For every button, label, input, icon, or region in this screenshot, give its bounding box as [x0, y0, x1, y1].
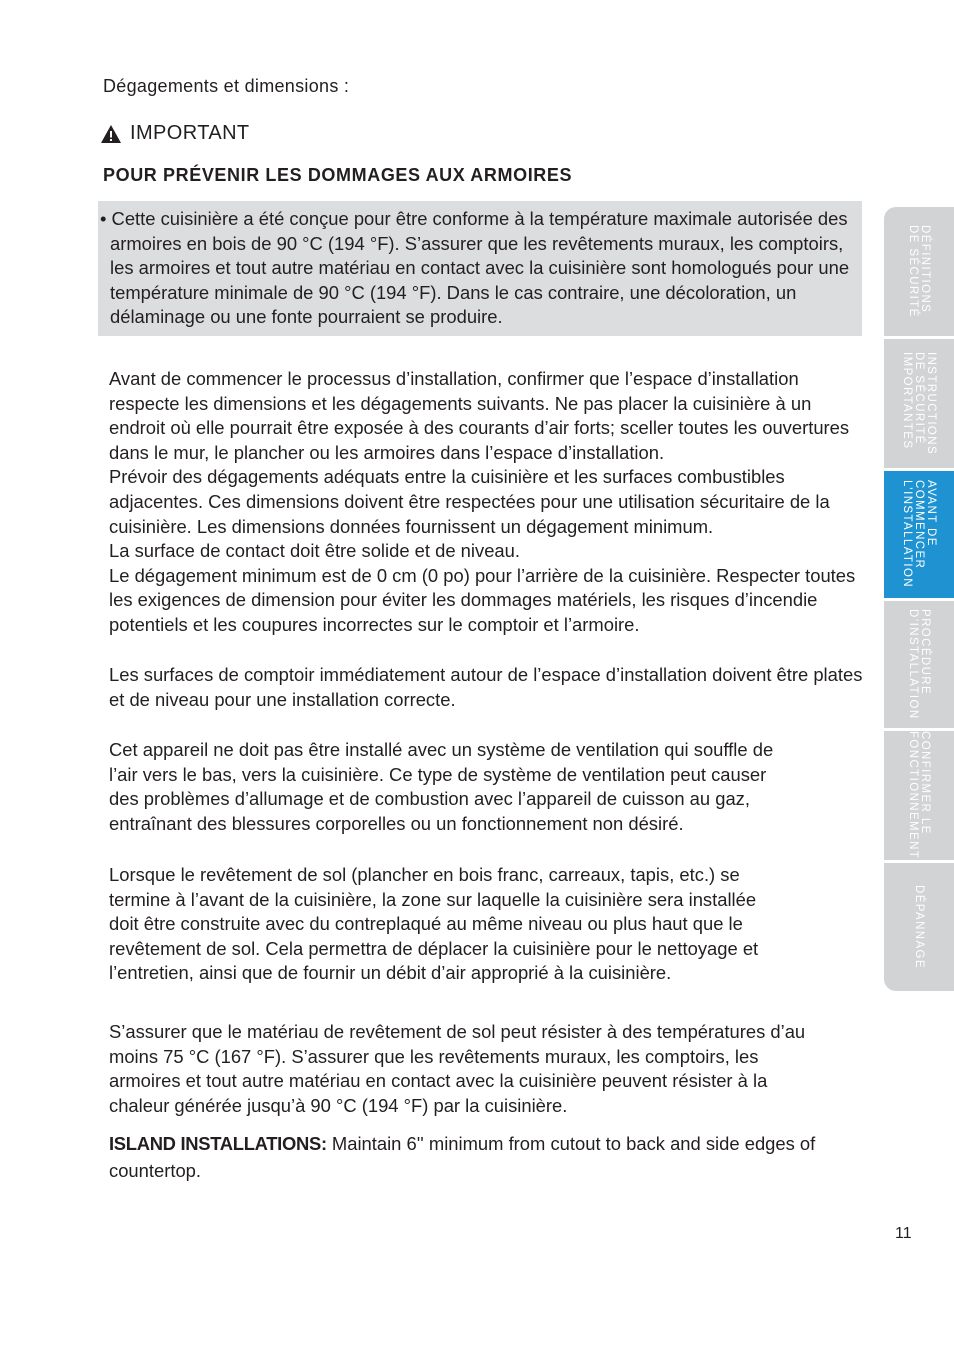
paragraph-text: Prévoir des dégagements adéquats entre la cuisinière et les surfaces combustibles adjacentes. Ces dimensions doivent être respectées pour une utilisation sécuritaire de la cuisinière. Les dimensions données fournissent un dégagement minimum.: [109, 466, 830, 537]
tab-label: DÉPANNAGE: [913, 885, 925, 969]
paragraph-text: Le dégagement minimum est de 0 cm (0 po) pour l’arrière de la cuisinière. Respecter toutes les exigences de dimension pour éviter les dommages matériels, les risques d’incendie potentiels et les coupures incorrectes sur le comptoir et l’armoire.: [109, 564, 856, 635]
tab-avant-installation[interactable]: [884, 471, 954, 598]
tab-definitions-securite[interactable]: [884, 207, 954, 336]
page-number: 11: [895, 1225, 912, 1242]
warning-icon: [100, 124, 122, 144]
tab-label: CONFIRMER LE FONCTIONNEMENT: [907, 731, 931, 860]
paragraph-text: Les surfaces de comptoir immédiatement autour de l’espace d’installation doivent être plates et de niveau pour une installation correcte.: [109, 664, 863, 710]
tab-procedure-installation[interactable]: [884, 601, 954, 728]
tab-label: PROCÉDURE D’INSTALLATION: [907, 609, 931, 720]
tab-label: AVANT DE COMMENCER L’INSTALLATION: [901, 480, 937, 589]
paragraph-text: Avant de commencer le processus d’installation, confirmer que l’espace d’installation respecte les dimensions et les dégagements suivants. Ne pas placer la cuisinière à un endroit où elle pourrait être exposée à des courants d’air forts; sceller toutes les ouvertures dans le mur, le plancher ou les armoires dans l’espace d’installation.: [109, 368, 850, 463]
installation-paragraph: [109, 367, 869, 638]
island-label: ISLAND INSTALLATIONS:: [109, 1133, 327, 1154]
countertop-paragraph: [109, 663, 869, 712]
tab-confirmer-fonctionnement[interactable]: [884, 731, 954, 860]
paragraph-text: S’assurer que le matériau de revêtement de sol peut résister à des températures d’au moins 75 °C (167 °F). S’assurer que les revêtements muraux, les comptoirs, les armoires et tout autre matériau en contact avec la cuisinière peuvent résister à la chaleur générée jusqu’à 90 °C (194 °F) par la cuisinière.: [109, 1021, 806, 1116]
temperature-paragraph: [109, 1020, 809, 1118]
flooring-paragraph: [109, 863, 769, 986]
paragraph-text: Cet appareil ne doit pas être installé avec un système de ventilation qui souffle de l’air vers le bas, vers la cuisinière. Ce type de système de ventilation peut causer des problèmes d’allumage et de combustion avec l’appareil de cuisson au gaz, entraînant des blessures corporelles ou un fonctionnement non désiré.: [109, 739, 774, 834]
subheading: POUR PRÉVENIR LES DOMMAGES AUX ARMOIRES: [103, 165, 573, 185]
tab-depannage[interactable]: [884, 863, 954, 991]
island-installations: [109, 1130, 889, 1184]
section-title: Dégagements et dimensions :: [103, 76, 350, 96]
ventilation-paragraph: [109, 738, 799, 836]
important-label: IMPORTANT: [130, 122, 250, 144]
tab-label: DÉFINITIONS DE SÉCURITÉ: [907, 225, 931, 318]
warning-box-text: • Cette cuisinière a été conçue pour être conforme à la température maximale autorisée des armoires en bois de 90 °C (194 °F). S’assurer que les revêtements muraux, les comptoirs, les armoires et tout autre matériau en contact avec la cuisinière sont homologués pour une température minimale de 90 °C (194 °F). Dans le cas contraire, une décoloration, un délaminage ou une fonte pourraient se produire.: [100, 208, 850, 328]
important-heading: [100, 122, 250, 145]
warning-box: [98, 201, 862, 336]
tab-label: INSTRUCTIONS DE SÉCURITÉ IMPORTANTES: [901, 351, 937, 456]
tab-instructions-securite[interactable]: [884, 339, 954, 468]
paragraph-text: Lorsque le revêtement de sol (plancher en bois franc, carreaux, tapis, etc.) se termine à l’avant de la cuisinière, la zone sur laquelle la cuisinière sera installée doit être construite avec du contreplaqué au même niveau ou plus haut que le revêtement de sol. Cela permettra de déplacer la cuisinière pour le nettoyage et l’entretien, ainsi que de fournir un débit d’air approprié à la cuisinière.: [109, 864, 759, 984]
paragraph-text: La surface de contact doit être solide et de niveau.: [109, 540, 520, 562]
island-text: Maintain 6'' minimum from cutout to back and side edges of countertop.: [109, 1133, 816, 1181]
